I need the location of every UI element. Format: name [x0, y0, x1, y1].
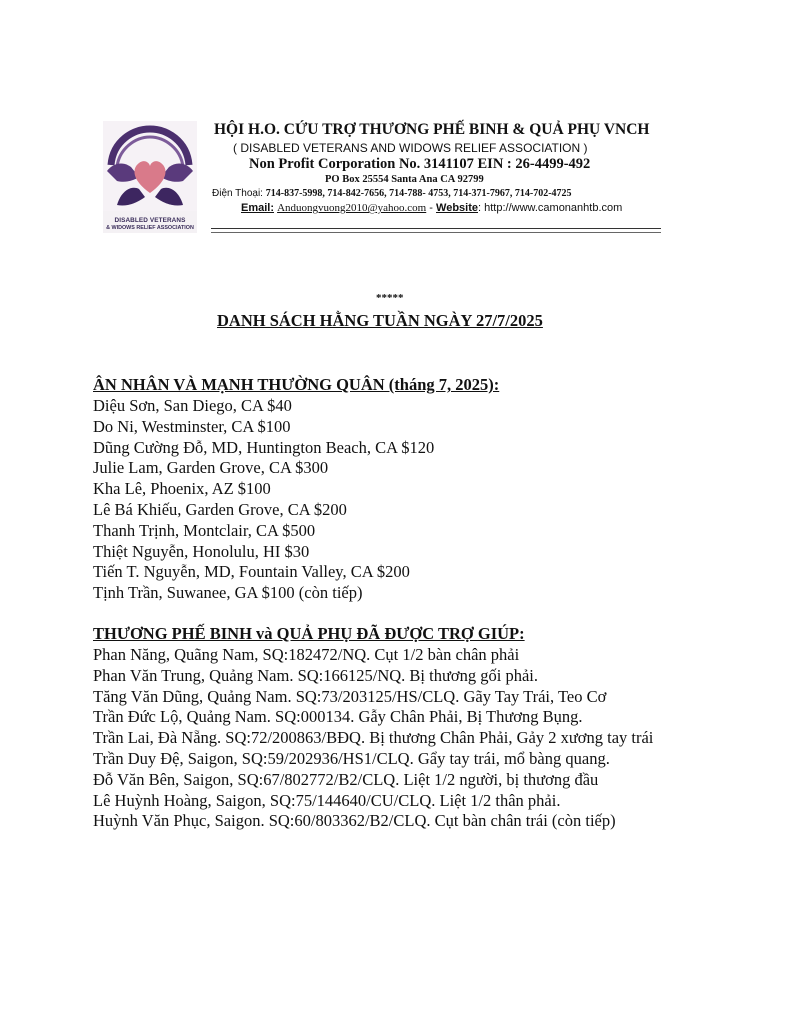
recipients-heading: THƯƠNG PHẾ BINH và QUẢ PHỤ ĐÃ ĐƯỢC TRỢ GIÚP: — [93, 624, 525, 643]
list-item: Lê Huỳnh Hoàng, Saigon, SQ:75/144640/CU/CLQ. Liệt 1/2 thân phải. — [93, 790, 561, 810]
donors-heading: ÂN NHÂN VÀ MẠNH THƯỜNG QUÂN (tháng 7, 2025): — [93, 375, 500, 394]
list-item: Tăng Văn Dũng, Quảng Nam. SQ:73/203125/HS/CLQ. Gãy Tay Trái, Teo Cơ — [93, 686, 607, 706]
letterhead-divider-secondary — [211, 232, 661, 233]
list-item: Thiệt Nguyễn, Honolulu, HI $30 — [93, 541, 310, 561]
corporation-info: Non Profit Corporation No. 3141107 EIN : 26-4499-492 — [249, 156, 591, 172]
phone-line — [212, 188, 572, 199]
page-title: DANH SÁCH HẰNG TUẦN NGÀY 27/7/2025 — [217, 311, 543, 330]
email-label: Email: — [241, 202, 275, 214]
list-item: Đỗ Văn Bên, Saigon, SQ:67/802772/B2/CLQ. Liệt 1/2 người, bị thương đầu — [93, 769, 599, 789]
list-item: Dũng Cường Đỗ, MD, Huntington Beach, CA $120 — [93, 437, 435, 457]
section-separator-stars: ***** — [376, 292, 404, 304]
list-item: Lê Bá Khiếu, Garden Grove, CA $200 — [93, 499, 347, 519]
phone-numbers: 714-837-5998, 714-842-7656, 714-788- 4753, 714-371-7967, 714-702-4725 — [265, 188, 572, 199]
list-item: Diệu Sơn, San Diego, CA $40 — [93, 396, 292, 415]
hands-heart-icon — [103, 121, 197, 211]
website-link[interactable]: : http://www.camonanhtb.com — [478, 202, 623, 214]
website-separator: - — [426, 202, 437, 214]
association-logo — [103, 121, 197, 233]
contact-line — [241, 202, 622, 214]
list-item: Thanh Trịnh, Montclair, CA $500 — [93, 520, 316, 540]
logo-caption-line1: DISABLED VETERANS — [114, 217, 186, 225]
phone-label: Điện Thoại: — [212, 188, 263, 199]
website-label: Website — [436, 202, 478, 214]
list-item: Huỳnh Văn Phục, Saigon. SQ:60/803362/B2/CLQ. Cụt bàn chân trái (còn tiếp) — [93, 811, 616, 831]
letterhead-divider — [211, 228, 661, 229]
logo-caption-line2: & WIDOWS RELIEF ASSOCIATION — [106, 224, 194, 231]
list-item: Kha Lê, Phoenix, AZ $100 — [93, 479, 271, 499]
list-item: Do Ni, Westminster, CA $100 — [93, 416, 291, 436]
list-item: Tiến T. Nguyễn, MD, Fountain Valley, CA $200 — [93, 562, 410, 582]
list-item: Trần Duy Đệ, Saigon, SQ:59/202936/HS1/CLQ. Gẩy tay trái, mổ bàng quang. — [93, 748, 610, 768]
organization-name-english: ( DISABLED VETERANS AND WIDOWS RELIEF ASSOCIATION ) — [233, 141, 588, 155]
email-link[interactable]: Anduongvuong2010@yahoo.com — [277, 202, 427, 214]
list-item: Phan Văn Trung, Quảng Nam. SQ:166125/NQ. Bị thương gối phải. — [93, 665, 539, 685]
recipients-list — [93, 645, 693, 832]
list-item: Phan Năng, Quãng Nam, SQ:182472/NQ. Cụt 1/2 bàn chân phải — [93, 645, 520, 664]
po-box: PO Box 25554 Santa Ana CA 92799 — [325, 174, 484, 185]
list-item: Trần Lai, Đà Nẵng. SQ:72/200863/BĐQ. Bị thương Chân Phải, Gảy 2 xương tay trái — [93, 728, 654, 748]
list-item: Julie Lam, Garden Grove, CA $300 — [93, 458, 329, 478]
organization-name: HỘI H.O. CỨU TRỢ THƯƠNG PHẾ BINH & QUẢ PHỤ VNCH — [214, 121, 650, 138]
list-item: Tịnh Trần, Suwanee, GA $100 (còn tiếp) — [93, 583, 363, 603]
list-item: Trần Đức Lộ, Quảng Nam. SQ:000134. Gẫy Chân Phải, Bị Thương Bụng. — [93, 707, 583, 727]
donors-list — [93, 396, 434, 604]
